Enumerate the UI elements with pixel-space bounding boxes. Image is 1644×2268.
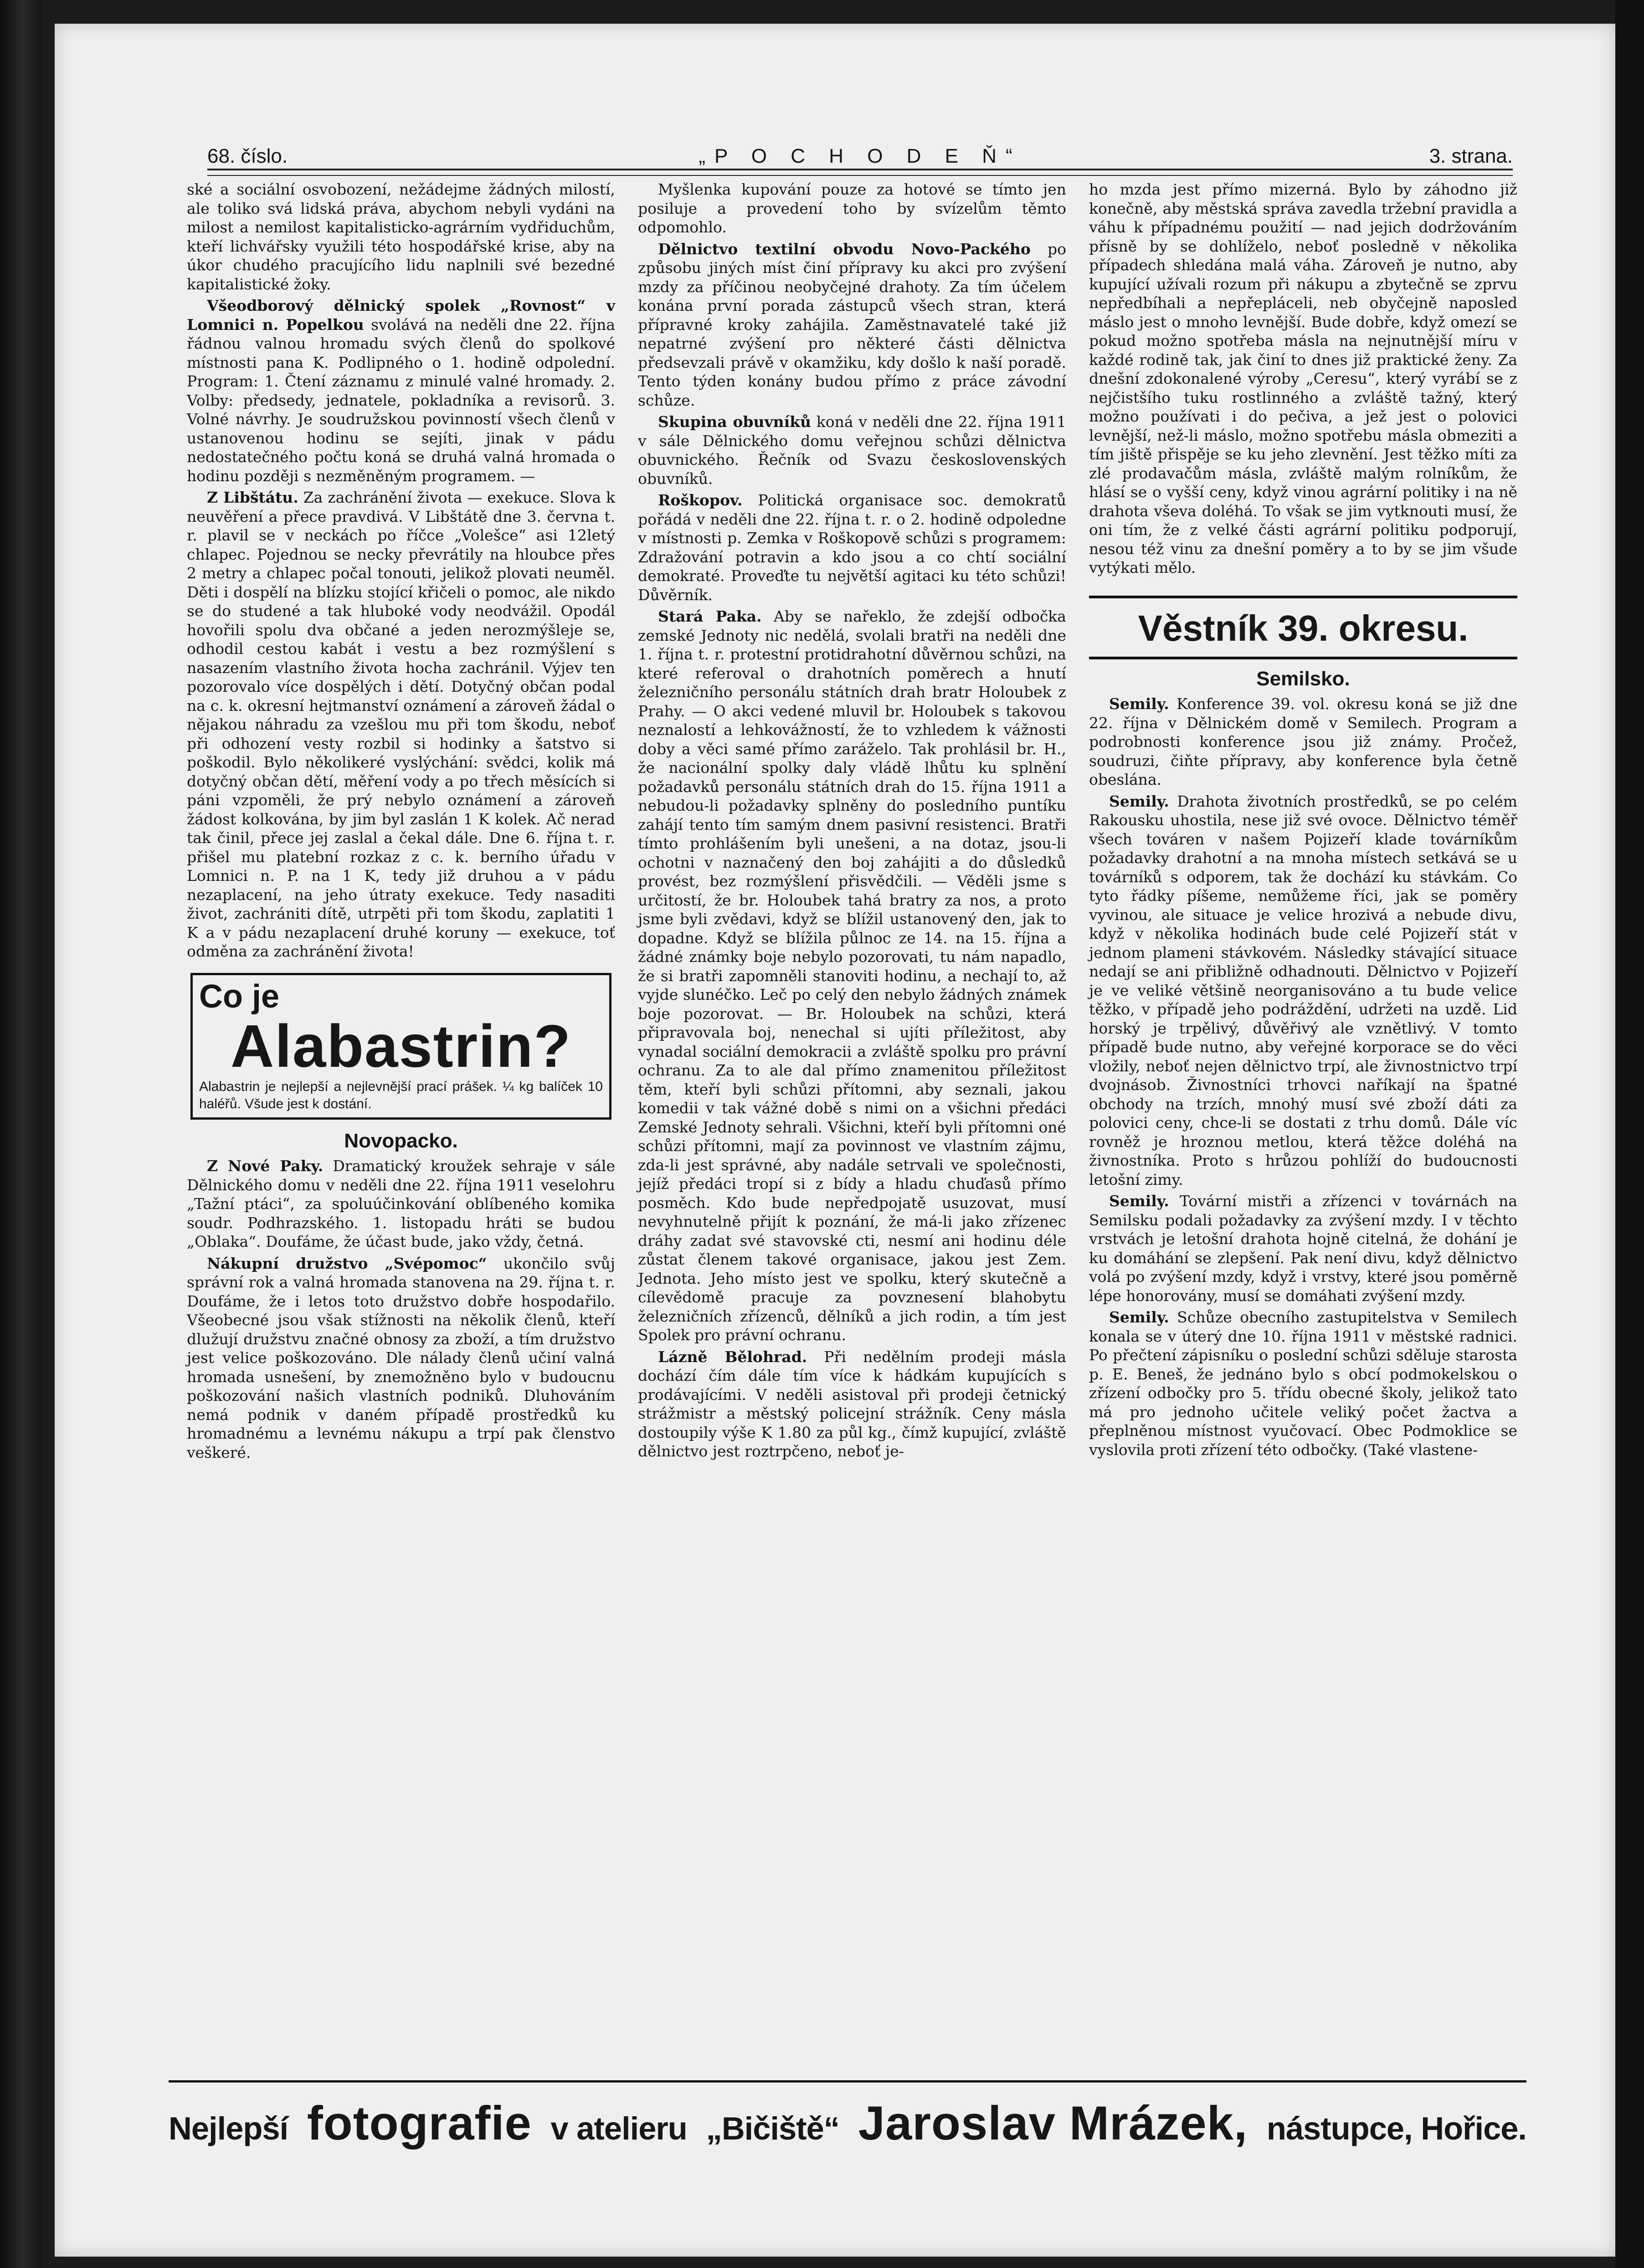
article-body: ukončilo svůj správní rok a valná hromada stanovena na 29. října t. r. Doufáme, že i letos toto družstvo dobře hospodařilo. Všeobecné jsou však stížnosti na několik členů, kteří dlužují družstvu značné obnosy za zboží, a tím družstvo jest velice poškozováno. Dle nálady členů učiní valná hromada usnešení, by znemožněno bylo v budoucnu poškozování našich vlastních podniků. Dluhováním nemá podnik v daném případě prostředků ku hromadnému a levnému nákupu a trpí pak členstvo veškeré. <box>187 1254 615 1461</box>
article-roskopov <box>638 491 1066 604</box>
article-heading: Z Nové Paky. <box>207 1157 324 1175</box>
article-heading: Všeodborový dělnický spolek „Rovnost“ v Lomnici n. Popelkou <box>187 297 615 334</box>
article-heading: Stará Paka. <box>658 607 762 625</box>
article-heading: Lázně Bělohrad. <box>658 1347 807 1366</box>
middle-column <box>638 180 1066 1464</box>
article-semily-mistri <box>1089 1192 1517 1305</box>
scan-border <box>1615 0 1644 2268</box>
article-continuation: Myšlenka kupování pouze za hotové se tímto jen posiluje a provedení toho by svízelům těmto odpomohlo. <box>638 180 1066 236</box>
left-column <box>187 180 615 1465</box>
binding-edge <box>0 0 42 2268</box>
article-continuation: ho mzda jest přímo mizerná. Bylo by záhodno již konečně, aby městská správa zavedla tržební pravidla a váhu k případnému použití — nad jejich dodržováním přísně by se dohlíželo, neboť posledně v několika případech shledána malá váha. Zároveň je nutno, aby kupující užívali rozum při nákupu a zbytečně se zprvu nepředbíhali a nepřepláceli, neb obyčejně naposled máslo jest o mnoho levnější. Bude dobře, když omezí se pokud možno spotřeba másla na nejnutnější míru v každé rodině tak, jak činí to dnes již praktické ženy. Za dnešní zdokonalené výroby „Ceresu“, který vyrábí se z nejčistšího tuku rostlinného a zvláště tažný, který možno používati i do pečiva, a jež jest o polovici levnější, než-li máslo, možno spotřebu másla obmeziti a tím jiště přispěje se ku jeho zlevnění. Jest těžko míti za zlé prodavačům másla, zvláště malým rolníkům, že hlásí se o vyšší ceny, když vinou agrární politiky i na ně drahota vševa doléhá. To však se jim vytknouti musí, že oni tím, že z velké části agrární politiku podporují, nesou též vinu za dnešní poměry a to by se jim všude vytýkati mělo. <box>1089 180 1517 576</box>
footer-ad-word: nástupce, Hořice. <box>1266 2110 1526 2146</box>
article-heading: Semily. <box>1109 792 1169 810</box>
page-number: 3. strana. <box>1429 145 1513 167</box>
article-semily-conference <box>1089 694 1517 789</box>
article-lazne-belohrad <box>638 1347 1066 1461</box>
article-body: Tovární mistři a zřízenci v továrnách na Semilsku podali požadavky za zvýšení mzdy. I v těchto vrstvách je letošní drahota hojně citelná, že dohání je ku domáhání se zlepšení. Pak není divu, když dělnictvo volá po zvýšení mzdy, když i vrstvy, které jsou poměrně lépe honorovány, musí se domáhati zvýšení mzdy. <box>1089 1192 1517 1305</box>
article-rovnost <box>187 296 615 485</box>
article-semily-zastupitelstvo <box>1089 1308 1517 1459</box>
article-body: koná v neděli dne 22. října 1911 v sále Dělnického domu veřejnou schůzi dělnictva obuvnického. Řečník od Svazu československých obuvníků. <box>638 413 1066 488</box>
issue-number: 68. číslo. <box>207 145 288 167</box>
article-body: Konference 39. vol. okresu koná se již dne 22. října v Dělnickém domě v Semilech. Program a podrobnosti konference jsou již známy. Pročež, soudruzi, čiňte přípravy, aby konference byla četně obeslána. <box>1089 695 1517 788</box>
footer-ad-word: Nejlepší <box>169 2110 288 2146</box>
footer-ad-name: Jaroslav Mrázek, <box>858 2097 1248 2150</box>
ad-question: Co je <box>199 978 280 1015</box>
footer-ad-word: „Bičiště“ <box>706 2110 840 2146</box>
photographer-advertisement <box>169 2096 1526 2160</box>
article-heading: Skupina obuvníků <box>658 413 812 431</box>
article-heading: Semily. <box>1109 1308 1169 1326</box>
right-column <box>1089 180 1517 1462</box>
article-body: Aby se nařeklo, že zdejší odbočka zemské Jednoty nic nedělá, svolali bratři na neděli dne 1. října t. r. protestní protidrahotní důvěrnou schůzi, na které referoval o drahotních poměrech a hnutí železničního personálu státních drah bratr Holoubek z Prahy. — O akci vedené mluvil br. Holoubek s takovou neznalostí a lehkovážností, že to vzhledem k vážnosti doby a věci samé přímo zaráželo. Tak prohlásil br. H., že nacionální spolky daly vládě lhůtu ku splnění požadavků personálu státních drah do 15. října 1911 a nebudou-li požadavky splněny do posledního puntíku zahájí tento tím samým dnem pasivní resistenci. Bratři tímto prohlášením byli unešeni, a na dotaz, jsou-li ochotni v naznačený den boj zahájiti a do důsledků provést, bez rozmýšlení přisvědčili. — Věděli jsme s určitostí, že br. Holoubek tahá bratry za nos, a proto jsme byli zvědavi, když se blížil ustanovený den, jak to dopadne. Když se blížila půlnoc ze 14. na 15. října a žádné známky boje nebylo pozorovati, tu nám napadlo, že si bratři zapomněli stanoviti hodinu, a nechají to, až vyjde slunéčko. Leč po celý den nebylo žádných známek boje pozorovat. — Br. Holoubek na schůzi, která připravovala boj, nenechal si ujíti příležitost, aby vynadal sociální demokracii a zvláště spolku pro právní ochranu. Za to ale dal přímo znamenitou příležitost těm, kteří byli schůzi přítomni, aby seznali, jakou komedii v tak vážné době s nimi on a všichni předáci Zemské Jednoty sehrali. Všichni, kteří byli přítomni oné schůzi přítomni, mají za povinnost ve vlastním zájmu, zda-li jest správné, aby nadále setrvali ve společnosti, jejíž předáci tropí si z bídy a hladu chuďasů přímo posměch. Kdo bude nepředpojatě usuzovat, musí nevyhnutelně přijít k poznání, že má-li jako zřízenec dráhy zadat své stavovské cti, nesmí ani hodinu déle zůstat členem takové organisace, jakou jest Zem. Jednota. Jeho místo jest ve spolku, který skutečně a cílevědomě pracuje za povznesení blahobytu železničních zřízenců, dělníků a jich rodin, a tím jest Spolek pro právní ochranu. <box>638 607 1066 1344</box>
district-bulletin-heading: Věstník 39. okresu. <box>1089 596 1517 659</box>
article-textile-workers <box>638 240 1066 410</box>
article-heading: Nákupní družstvo „Svépomoc“ <box>207 1254 487 1272</box>
article-body: Dramatický kroužek sehraje v sále Dělnického domu v neděli dne 22. října 1911 veselohru „Tažní ptáci“, za spoluúčinkování oblíbeného komika soudr. Podhrazského. 1. listopadu hráti se budou „Oblaka“. Doufáme, že účast bude, jako vždy, četná. <box>187 1157 616 1250</box>
article-heading: Semily. <box>1109 1192 1169 1210</box>
article-body: Za zachránění života — exekuce. Slova k neuvěření a přece pravdivá. V Libštátě dne 3. června t. r. plavil se v neckách po říčce „Volešce“ asi 12letý chlapec. Pojednou se necky převrátily na hloubce přes 2 metry a chlapec počal tonouti, jelikož plovati neuměl. Děti i dospělí na blízku stojící křičeli o pomoc, ale nikdo se do studené a tak hluboké vody neodvážil. Opodál hovořili spolu dva občané a jeden nerozmýšleje se, odhodil cestou kabát i vestu a bez rozmýšlení s nasazením vlastního života hocha zachránil. Výjev ten pozorovalo více dospělých i dětí. Dotyčný občan podal na c. k. okresní hejtmanství oznámení a zároveň žádal o nějakou náhradu za vzešlou mu při tom škodu, neboť při odhození vesty rozbil si hodinky a šatstvo si poškodil. Bylo několikeré vyslýchání: svědci, kolik má dotyčný občan dětí, měření vody a po třech měsících si páni vzpoměli, že prý nebylo oznámení a zároveň žádost kolkována, by jim byl zaslán 1 K kolek. Ač nerad tak činil, přece jej zaslal a čekal dále. Dne 6. října t. r. přišel mu platební rozkaz z c. k. berního úřadu v Lomnici n. P. na 1 K, tedy již druhou a v pádu nezaplacení, na jeho útraty exekuce. Tedy nasaditi život, zachrániti dítě, utrpěti při tom škodu, zaplatiti 1 K a v pádu nezaplacení druhé koruny — exekuce, toť odměna za zachránění života! <box>187 489 615 960</box>
article-heading: Dělnictvo textilní obvodu Novo-Packého <box>658 240 1031 258</box>
article-heading: Roškopov. <box>658 491 743 509</box>
section-heading-novopacko: Novopacko. <box>344 1129 458 1152</box>
footer-ad-word: v atelieru <box>550 2110 687 2146</box>
article-body: Politická organisace soc. demokratů pořádá v neděli dne 22. října t. r. o 2. hodině odpoledne v místnosti p. Zemka v Roškopově schůzi s programem: Zdražování potravin a kdo jsou a co chtí sociální demokraté. Proveďte tu největší agitaci ku této schůzi! Důvěrník. <box>638 491 1066 604</box>
ad-text: Alabastrin je nejlepší a nejlevnější prací prášek. ¼ kg balíček 10 haléřů. Všude jest k dostání. <box>199 1079 603 1111</box>
alabastrin-advertisement <box>190 973 611 1120</box>
article-heading: Z Libštátu. <box>207 489 298 506</box>
article-stara-paka <box>638 607 1066 1345</box>
article-body: svolává na neděli dne 22. října řádnou valnou hromadu svých členů do spolkové místnosti pana K. Podlipného o 1. hodině odpolední. Program: 1. Čtení záznamu z minulé valné hromady. 2. Volby: předsedy, jednatele, pokladníka a revisorů. 3. Volné návrhy. Je soudružskou povinností všech členů v ustanovenou hodinu se sejíti, jinak v pádu nedostatečného počtu koná se druhá valná hromada o hodinu později s nezměněným programem. — <box>187 315 616 485</box>
section-heading-semilsko: Semilsko. <box>1256 667 1350 690</box>
article-svepomoc <box>187 1254 615 1462</box>
article-continuation: ské a sociální osvobození, nežádejme žádných milostí, ale toliko svá lidská práva, abychom nebyli vydáni na milost a nemilost kapitalisticko-agrárním vydřiduchům, kteří lichvářsky využili této hospodářské krise, aby na úkor chudého pracujícího lidu naplnili své bezedné kapitalistické žoky. <box>187 180 615 293</box>
article-shoemakers <box>638 412 1066 488</box>
article-body: Při nedělním prodeji másla dochází čím dále tím více k hádkám kupujících s prodávajícími. V neděli asistoval při prodeji četnický strážmistr a městský policejní strážník. Ceny másla dostoupily výše K 1.80 za půl kg., čímž kupující, zvláště dělnictvo jest roztrpčeno, neboť je- <box>638 1347 1066 1460</box>
footer-ad-word: fotografie <box>307 2097 532 2150</box>
article-body: Schůze obecního zastupitelstva v Semilech konala se v úterý dne 10. října 1911 v městské radnici. Po přečtení zápisníku o poslední schůzi sděluje starosta p. E. Beneš, že jednáno bylo s obcí podmokelskou o zřízení odbočky pro 5. třídu obecné školy, jelikož tato má pro jednoho učitele veliký počet žactva a přeplněnou místnost vyučovací. Obec Podmoklice se vyslovila proti zřízení této odbočky. (Také vlastene- <box>1089 1308 1517 1459</box>
article-libstat <box>187 488 615 961</box>
article-heading: Semily. <box>1109 695 1169 713</box>
article-body: Drahota životních prostředků, se po celém Rakousku uhostila, nese již své ovoce. Dělnictvo téměř všech továren v našem Pojizeří klade továrníkům požadavky drahotní a na mnoha místech setkává se u továrníků s odporem, tak že dochází ku stávkám. Co tyto řádky píšeme, nemůžeme říci, jak se poměry vyvinou, ale situace je velice hrozivá a nebude divu, když v několika hodinách bude celé Pojizeří stát v jednom plameni stávkovém. Následky stávající situace nedají se ani přibližně odhadnouti. Dělnictvo v Pojizeří je ve veliké většině neorganisováno a tu bude velice těžko, v případě jeho podráždění, udržeti na uzdě. Lid horský je trpělivý, důvěřivý ale vznětlivý. V tomto případě bude nutno, aby veřejné korporace se do věci vložily, neboť nejen dělnictvo trpí, ale živnostnictvo trpí dvojnásob. Živnostníci trhovci naříkají na špatné obchody na trzích, mnohý musí své zboží dáti za polovici ceny, chce-li se dostati z trhu domů. Dále víc rovněž je hroznou metlou, která těžce doléhá na živnostníka. Proto s hrůzou pohlíží do budoucnosti letošní zimy. <box>1089 792 1517 1188</box>
article-semily-drahota <box>1089 792 1517 1189</box>
footer-rule <box>169 2080 1526 2083</box>
ad-brand-name: Alabastrin? <box>230 1012 572 1080</box>
article-body: po způsobu jiných míst činí přípravy ku akci pro zvýšení mzdy za příčinou neobyčejné drahoty. Za tím účelem konána první porada zástupců všech stran, která přípravné kroky zahájila. Zaměstnavatelé také již nepatrné zvýšení pro některé části dělnictva předsevzali právě v okamžiku, kdy došlo k naší poradě. Tento týden konány budou přímo z práce závodní schůze. <box>638 240 1066 409</box>
header-rule <box>207 169 1513 176</box>
newspaper-title: „P O C H O D E Ň“ <box>699 145 1022 167</box>
article-nova-paka <box>187 1157 615 1251</box>
